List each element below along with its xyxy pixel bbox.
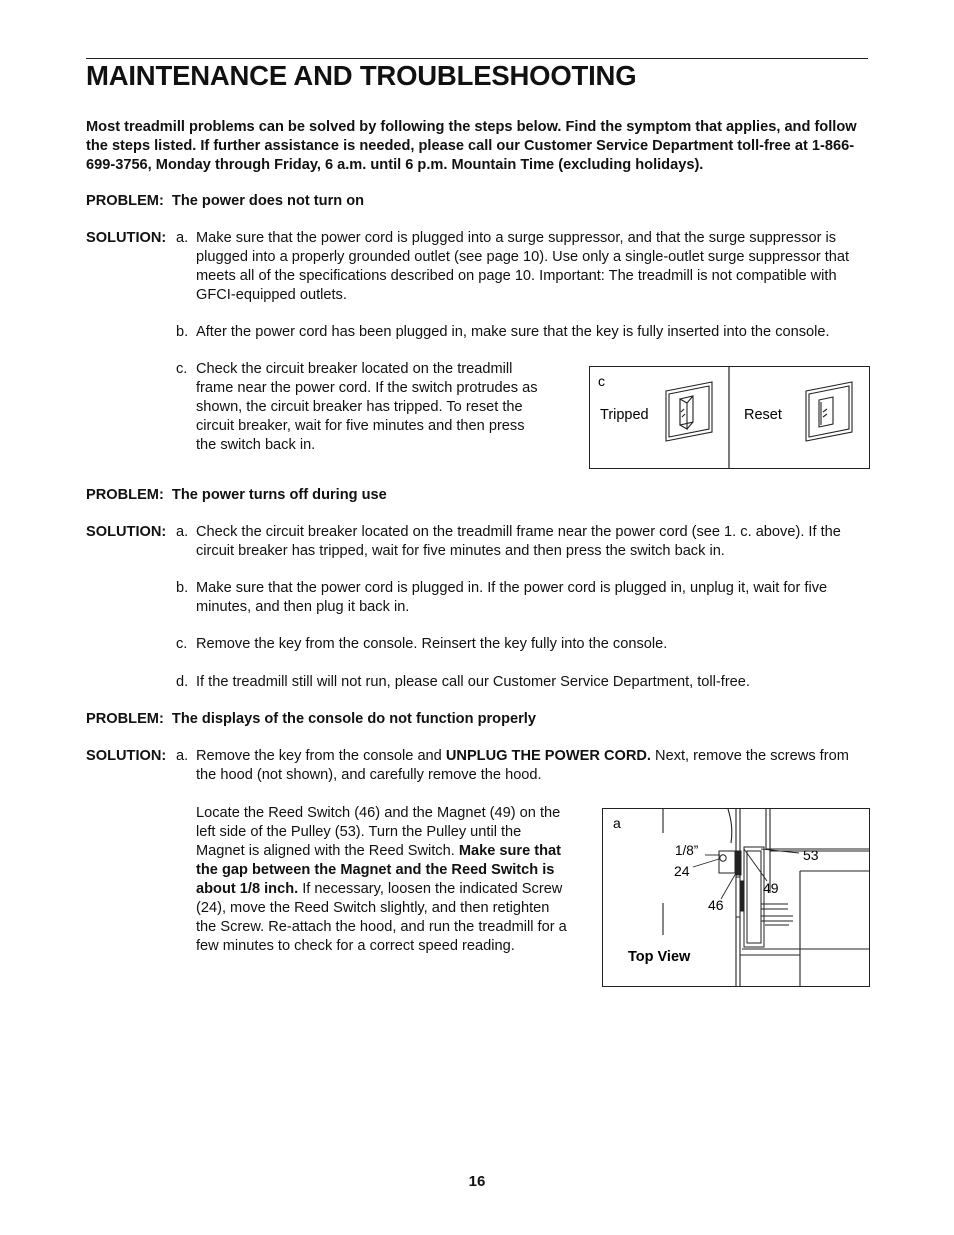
part-49-label: 49 <box>763 880 779 896</box>
instructions-bold: Make sure that the gap between the Magnet and the Reed Switch is about 1/8 inch. <box>196 843 562 897</box>
part-46-label: 46 <box>708 897 724 913</box>
item-letter: b. <box>176 580 189 596</box>
reed-switch-instructions <box>196 804 572 956</box>
item-letter: d. <box>176 674 189 690</box>
page-number: 16 <box>468 1173 486 1190</box>
instructions-pre: Locate the Reed Switch (46) and the Magnet (49) on the left side of the Pulley (53). Turn the Pulley until the Magnet is aligned with the Reed Switch. <box>196 805 561 859</box>
item-text <box>196 747 871 785</box>
instructions-post: If necessary, loosen the indicated Screw (24), move the Reed Switch slightly, and then retighten the Screw. Re-attach the hood, and run the treadmill for a few minutes to check for a correct speed reading. <box>196 881 567 954</box>
item-letter: c. <box>176 636 188 652</box>
solution-2b <box>176 579 871 619</box>
item-text-bold: UNPLUG THE POWER CORD. <box>445 748 651 764</box>
solution-1c <box>176 360 548 460</box>
item-text-pre: Remove the key from the console and <box>196 748 446 764</box>
item-text: If the treadmill still will not run, please call our Customer Service Department, toll-free. <box>196 674 750 690</box>
figure-c-letter: c <box>598 373 605 389</box>
problem-1 <box>86 192 364 211</box>
header-rule <box>86 58 868 59</box>
item-text: Check the circuit breaker located on the treadmill frame near the power cord. If the switch protrudes as shown, the circuit breaker has tripped. To reset the circuit breaker, wait for five minutes and then press the switch back in. <box>196 361 538 453</box>
intro-paragraph: Most treadmill problems can be solved by following the steps below. Find the symptom that applies, and follow the steps listed. If further assistance is needed, please call our Customer Service Department toll-free at 1-866-699-3756, Monday through Friday, 6 a.m. until 6 p.m. Mountain Time (excluding holidays). <box>86 119 857 173</box>
solution-1a <box>176 229 871 309</box>
tripped-label: Tripped <box>600 407 649 423</box>
figure-a-letter: a <box>613 815 621 831</box>
frame-lines <box>663 809 869 986</box>
item-text: Make sure that the power cord is plugged in. If the power cord is plugged in, unplug it, wait for five minutes, and then plug it back in. <box>196 580 828 615</box>
item-text: Remove the key from the console. Reinsert the key fully into the console. <box>196 636 668 652</box>
reset-switch-icon <box>806 382 852 441</box>
solution-label-2: SOLUTION: <box>86 524 167 540</box>
item-letter: a. <box>176 524 189 540</box>
problem-label: PROBLEM: <box>86 487 164 503</box>
page-title: MAINTENANCE AND TROUBLESHOOTING <box>86 60 637 91</box>
gap-label: 1/8” <box>675 843 699 858</box>
problem-label: PROBLEM: <box>86 193 164 209</box>
tripped-switch-icon <box>666 382 712 441</box>
problem-2 <box>86 486 387 505</box>
item-text: Check the circuit breaker located on the treadmill frame near the power cord (see 1. c. above). If the circuit breaker has tripped, wait for five minutes and then press the switch back in. <box>196 524 841 559</box>
leader-lines <box>693 849 799 899</box>
solution-3a <box>176 747 871 787</box>
problem-3-text: The displays of the console do not function properly <box>171 711 536 727</box>
problem-3 <box>86 710 536 729</box>
solution-2a <box>176 523 871 563</box>
solution-2c <box>176 635 871 655</box>
solution-1b <box>176 323 871 343</box>
item-letter: c. <box>176 361 188 377</box>
item-letter: a. <box>176 230 189 246</box>
item-letter: a. <box>176 748 189 764</box>
solution-2d <box>176 673 871 693</box>
solution-label-1: SOLUTION: <box>86 230 167 246</box>
pulley-icon <box>744 847 793 947</box>
item-letter: b. <box>176 324 189 340</box>
reset-label: Reset <box>744 407 782 423</box>
part-24-label: 24 <box>674 863 690 879</box>
top-view-label: Top View <box>628 949 691 965</box>
reed-switch-figure <box>602 808 870 987</box>
circuit-breaker-figure <box>589 366 870 469</box>
item-text: After the power cord has been plugged in, make sure that the key is fully inserted into the console. <box>196 324 830 340</box>
problem-2-text: The power turns off during use <box>171 487 387 503</box>
item-text: Make sure that the power cord is plugged into a surge suppressor, and that the surge suppressor is plugged into a properly grounded outlet (see page 10). Use only a single-outlet surge suppressor that meets all of the specifications described on page 10. Important: The treadmill is not compatible with GFCI-equipped outlets. <box>196 230 850 303</box>
problem-1-text: The power does not turn on <box>171 193 365 209</box>
solution-label-3: SOLUTION: <box>86 748 167 764</box>
problem-label: PROBLEM: <box>86 711 164 727</box>
part-53-label: 53 <box>803 847 819 863</box>
item-text-post: Next, remove the screws from the hood (not shown), and carefully remove the hood. <box>196 748 849 783</box>
